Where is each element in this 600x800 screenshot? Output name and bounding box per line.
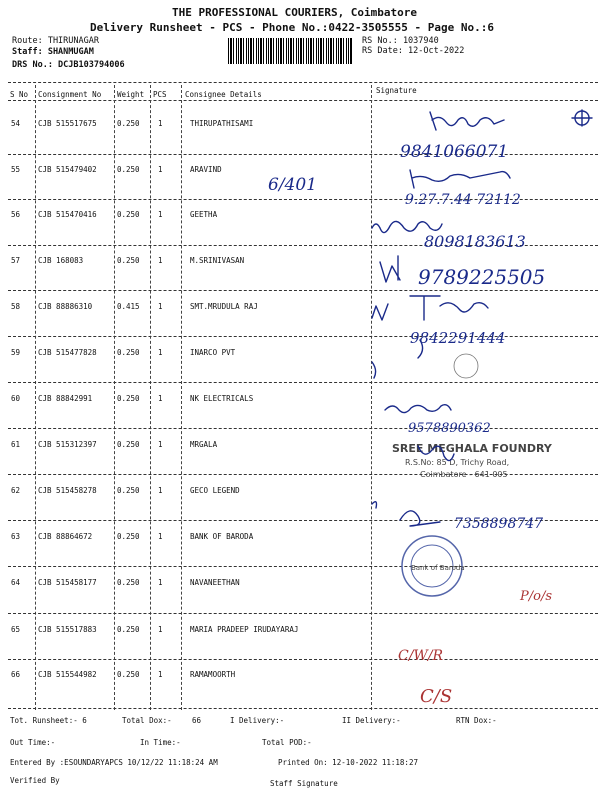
row-consignee: NK ELECTRICALS	[190, 394, 254, 403]
tot-runsheet: Tot. Runsheet:- 6	[10, 716, 87, 725]
row-consignee: GECO LEGEND	[190, 486, 240, 495]
total-pod: Total POD:-	[262, 738, 312, 747]
signature-scribble	[380, 256, 400, 282]
ii-delivery: II Delivery:-	[342, 716, 401, 725]
row-weight: 0.415	[117, 302, 140, 311]
row-consignee: SMT.MRUDULA RAJ	[190, 302, 258, 311]
total-dox-value: 66	[192, 716, 202, 725]
row-pcs: 1	[158, 440, 163, 449]
printed-on: Printed On: 12-10-2022 11:18:27	[278, 758, 418, 767]
row-consignee: INARCO PVT	[190, 348, 236, 357]
verified-by: Verified By	[10, 776, 60, 785]
hw-note-64: P/o/s	[520, 589, 553, 604]
col-consignee: Consignee Details	[185, 90, 262, 99]
company-title: THE PROFESSIONAL COURIERS, Coimbatore	[172, 6, 418, 19]
row-consignment: CJB 88842991	[38, 394, 93, 403]
row-consignment: CJB 88864672	[38, 532, 93, 541]
row-consignee: BANK OF BARODA	[190, 532, 254, 541]
row-pcs: 1	[158, 256, 163, 265]
row-consignment: CJB 515517883	[38, 625, 97, 634]
row-consignment: CJB 515544982	[38, 670, 97, 679]
row-weight: 0.250	[117, 532, 140, 541]
row-pcs: 1	[158, 670, 163, 679]
row-pcs: 1	[158, 625, 163, 634]
row-consignment: CJB 515477828	[38, 348, 97, 357]
row-pcs: 1	[158, 348, 163, 357]
route-label: Route: THIRUNAGAR	[12, 36, 99, 46]
signature-scribble	[410, 170, 510, 188]
row-weight: 0.250	[117, 670, 140, 679]
rs-no: RS No.: 1037940	[362, 36, 439, 46]
faint-stamp	[454, 354, 478, 378]
rtn-dox: RTN Dox:-	[456, 716, 497, 725]
signature-scribble	[572, 110, 592, 126]
stamp-foundry-name: SREE MEGHALA FOUNDRY	[392, 442, 552, 455]
row-weight: 0.250	[117, 486, 140, 495]
row-pcs: 1	[158, 486, 163, 495]
col-pcs: PCS	[153, 90, 167, 99]
row-weight: 0.250	[117, 348, 140, 357]
drs-label: DRS No.: DCJB103794006	[12, 60, 125, 70]
i-delivery: I Delivery:-	[230, 716, 285, 725]
row-pcs: 1	[158, 532, 163, 541]
hw-note-66: C/S	[420, 686, 453, 707]
row-sno: 64	[11, 578, 21, 587]
entered-by: Entered By :ESOUNDARYAPCS 10/12/22 11:18:24 AM	[10, 758, 218, 767]
row-consignee: MARIA PRADEEP IRUDAYARAJ	[190, 625, 299, 634]
hw-phone-60: 9578890362	[408, 421, 491, 436]
total-dox-label: Total Dox:-	[122, 716, 172, 725]
row-weight: 0.250	[117, 256, 140, 265]
row-sno: 55	[11, 165, 21, 174]
row-weight: 0.250	[117, 440, 140, 449]
row-sno: 56	[11, 210, 21, 219]
row-sno: 65	[11, 625, 21, 634]
row-pcs: 1	[158, 302, 163, 311]
row-consignee: THIRUPATHISAMI	[190, 119, 254, 128]
hw-note-55: 6/401	[268, 175, 317, 195]
row-sno: 63	[11, 532, 21, 541]
row-consignment: CJB 515458278	[38, 486, 97, 495]
staff-label: Staff: SHANMUGAM	[12, 47, 94, 57]
row-consignee: ARAVIND	[190, 165, 222, 174]
hw-note-65: C/W/R	[398, 648, 444, 664]
col-sno: S No	[10, 90, 29, 99]
signature-scribble	[372, 502, 440, 526]
row-sno: 60	[11, 394, 21, 403]
row-pcs: 1	[158, 210, 163, 219]
row-sno: 58	[11, 302, 21, 311]
row-weight: 0.250	[117, 210, 140, 219]
row-consignment: CJB 515312397	[38, 440, 97, 449]
row-sno: 61	[11, 440, 21, 449]
col-signature: Signature	[376, 86, 417, 95]
row-weight: 0.250	[117, 119, 140, 128]
row-weight: 0.250	[117, 165, 140, 174]
row-weight: 0.250	[117, 625, 140, 634]
signature-scribble	[385, 405, 451, 413]
row-sno: 62	[11, 486, 21, 495]
row-sno: 57	[11, 256, 21, 265]
col-consignment: Consignment No	[38, 90, 102, 99]
row-consignee: MRGALA	[190, 440, 218, 449]
row-sno: 59	[11, 348, 21, 357]
row-consignee: GEETHA	[190, 210, 218, 219]
row-consignee: RAMAMOORTH	[190, 670, 236, 679]
out-time: Out Time:-	[10, 738, 56, 747]
col-weight: Weight	[117, 90, 145, 99]
row-weight: 0.250	[117, 578, 140, 587]
row-pcs: 1	[158, 394, 163, 403]
row-consignee: NAVANEETHAN	[190, 578, 240, 587]
row-consignment: CJB 88886310	[38, 302, 93, 311]
bank-stamp-text: Bank of Baroda	[411, 564, 465, 572]
row-pcs: 1	[158, 119, 163, 128]
row-weight: 0.250	[117, 394, 140, 403]
stamp-foundry-city: Coimbatore - 641 005	[420, 470, 508, 479]
hw-phone-62: 7358898747	[454, 516, 544, 532]
row-consignee: M.SRINIVASAN	[190, 256, 245, 265]
row-consignment: CJB 515470416	[38, 210, 97, 219]
row-consignment: CJB 515479402	[38, 165, 97, 174]
row-consignment: CJB 515458177	[38, 578, 97, 587]
hw-phone-56: 8098183613	[424, 232, 526, 251]
row-pcs: 1	[158, 578, 163, 587]
row-sno: 54	[11, 119, 21, 128]
row-consignment: CJB 168083	[38, 256, 84, 265]
stamp-foundry-address: R.S.No: 85 D, Trichy Road,	[405, 458, 510, 467]
hw-phone-55: 9.27.7.44 72112	[405, 192, 521, 208]
hw-phone-54: 9841066071	[400, 142, 509, 162]
runsheet-subtitle: Delivery Runsheet - PCS - Phone No.:0422-3505555 - Page No.:6	[90, 21, 494, 34]
hw-phone-58: 9842291444	[410, 329, 506, 347]
hw-phone-57: 9789225505	[418, 265, 546, 289]
signature-scribble	[430, 112, 504, 130]
row-pcs: 1	[158, 165, 163, 174]
in-time: In Time:-	[140, 738, 181, 747]
signature-scribble	[372, 221, 442, 232]
rs-date: RS Date: 12-Oct-2022	[362, 46, 465, 56]
signature-scribble	[372, 296, 488, 320]
staff-signature: Staff Signature	[270, 779, 338, 788]
row-consignment: CJB 515517675	[38, 119, 97, 128]
row-sno: 66	[11, 670, 21, 679]
